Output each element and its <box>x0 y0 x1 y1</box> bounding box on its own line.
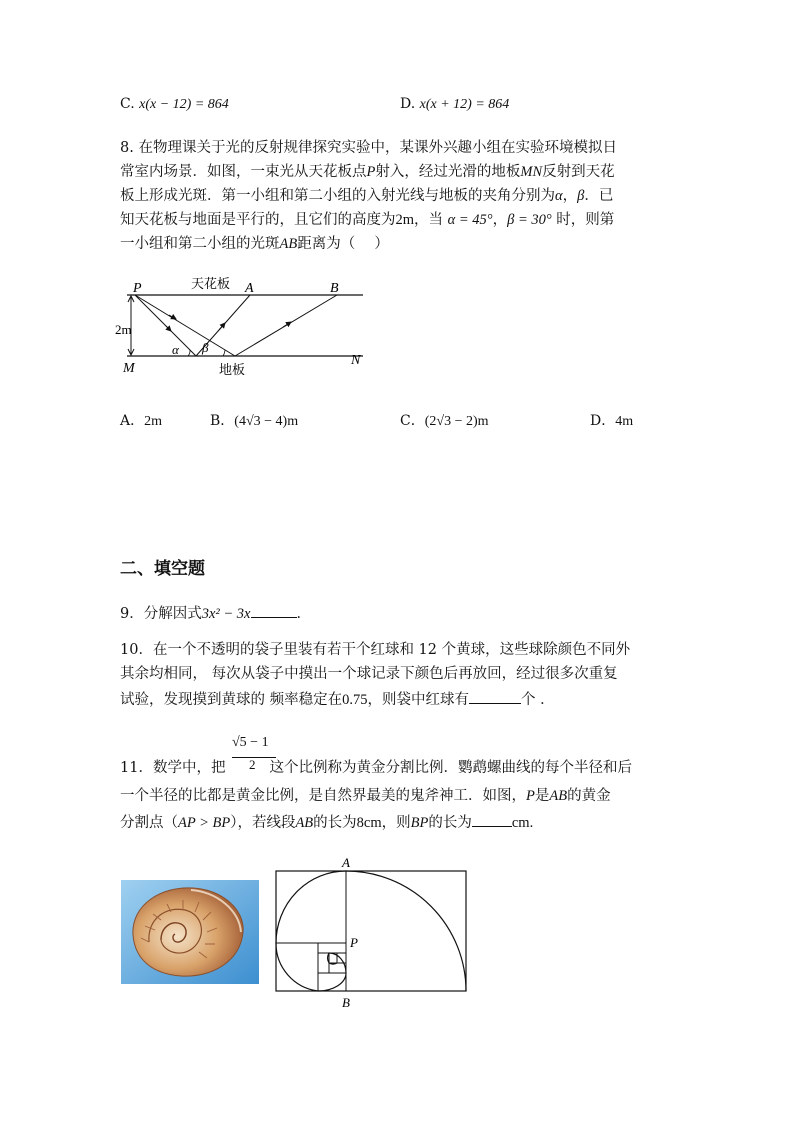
angle-arc-beta <box>223 350 225 356</box>
option-label: C. <box>120 96 135 112</box>
option-value: (4√3 − 4)m <box>234 414 299 429</box>
label-floor: 地板 <box>219 362 246 377</box>
q8-option-d <box>590 410 633 430</box>
text: ），若线段 <box>230 815 296 831</box>
option-value: (2√3 − 2)m <box>424 414 489 429</box>
q8-option-a <box>120 410 162 430</box>
math-var: AB <box>295 815 314 831</box>
text: ，当 <box>414 212 448 228</box>
text: 一小组和第二小组的光斑 <box>120 236 280 252</box>
text: 距离为（ ） <box>297 236 389 252</box>
label-m: M <box>123 361 135 376</box>
math-expression: AP > BP <box>178 815 231 831</box>
incident-ray-2 <box>135 295 235 356</box>
text: 的长为 <box>313 815 357 831</box>
golden-spiral-curve <box>276 871 466 991</box>
q11-line-2 <box>120 786 611 806</box>
math-var: P <box>366 164 376 180</box>
label-a: A <box>342 855 350 870</box>
fraction-numerator: √5 − 1 <box>232 735 269 750</box>
math-expression: 3x² − 3x <box>201 606 251 622</box>
option-c <box>120 96 229 113</box>
q10-line-3 <box>120 689 555 710</box>
option-value: 4m <box>615 414 634 429</box>
text: ， <box>562 188 578 204</box>
math-var: MN <box>520 164 543 180</box>
ray-arrow <box>219 323 225 330</box>
text: ， <box>492 212 508 228</box>
q8-line-4 <box>120 210 614 230</box>
outer-rectangle <box>276 871 466 991</box>
q8-line-1: 8. 在物理课关于光的反射规律探究实验中，某课外兴趣小组在实验环境模拟日 <box>120 140 617 156</box>
math-expression: β = 30° <box>507 212 552 228</box>
option-label: B． <box>210 413 235 429</box>
math-value: 8cm <box>356 815 382 831</box>
math-var: AB <box>549 788 568 804</box>
option-label: D. <box>400 96 416 112</box>
option-value: 2m <box>144 414 163 429</box>
q8-line-2 <box>120 162 615 182</box>
q11-line-3 <box>120 812 533 833</box>
label-alpha: α <box>172 342 179 357</box>
text: ． <box>296 606 311 622</box>
label-b: B <box>342 995 350 1010</box>
q10-line-1: 10．在一个不透明的袋子里装有若干个红球和 12 个黄球，这些球除颜色不同外 <box>120 642 631 658</box>
math-value: 0.75 <box>342 692 368 708</box>
ray-arrow <box>166 326 171 331</box>
text: 这个比例称为黄金分割比例．鹦鹉螺曲线的每个半径和后 <box>269 760 632 776</box>
label-p: P <box>133 281 142 296</box>
nautilus-shell-photo <box>121 880 259 984</box>
text: 的长为 <box>428 815 472 831</box>
label-height: 2m <box>115 322 132 337</box>
math-var: β <box>577 188 585 204</box>
text: 时，则第 <box>551 212 615 228</box>
math-var: α <box>555 188 563 204</box>
label-p: P <box>350 935 358 950</box>
text: cm. <box>511 815 534 831</box>
label-b: B <box>330 281 339 296</box>
text: ．已 <box>584 188 614 204</box>
text: ，则 <box>381 815 411 831</box>
answer-blank[interactable] <box>469 689 521 704</box>
math-var: BP <box>410 815 429 831</box>
option-d <box>400 96 509 113</box>
text: 知天花板与地面是平行的，且它们的高度为 <box>120 212 396 228</box>
q8-option-b <box>210 410 298 430</box>
q8-line-3 <box>120 186 613 206</box>
section-heading: 二、填空题 <box>120 559 205 579</box>
text: 常室内场景．如图，一束光从天花板点 <box>120 164 367 180</box>
option-expression: x(x − 12) = 864 <box>139 97 229 112</box>
label-a: A <box>245 281 254 296</box>
ray-arrow <box>283 322 291 327</box>
label-n: N <box>351 353 361 368</box>
option-label: D． <box>590 413 616 429</box>
text: 反射到天花 <box>542 164 615 180</box>
text: ，则袋中红球有 <box>367 692 469 708</box>
text: 的黄金 <box>567 788 611 804</box>
math-expression: α = 45° <box>447 212 493 228</box>
q11-line-1 <box>120 758 632 778</box>
q8-option-c <box>400 410 489 430</box>
text: 分割点（ <box>120 815 178 831</box>
q10-line-2: 其余均相同， 每次从袋子中摸出一个球记录下颜色后再放回，经过很多次重复 <box>120 666 618 682</box>
q8-line-5 <box>120 234 389 254</box>
reflection-diagram <box>115 272 375 382</box>
fraction-denominator: 2 <box>249 757 256 772</box>
text: 是 <box>534 788 550 804</box>
option-expression: x(x + 12) = 864 <box>419 97 510 112</box>
text: 个 ． <box>520 692 555 708</box>
answer-blank[interactable] <box>251 603 297 618</box>
math-var: P <box>526 788 535 804</box>
angle-arc-alpha <box>188 350 190 356</box>
text: 板上形成光斑．第一小组和第二小组的入射光线与地板的夹角分别为 <box>120 188 555 204</box>
incident-ray-1 <box>135 295 196 356</box>
golden-spiral-diagram <box>270 855 470 1015</box>
label-beta: β <box>202 340 209 355</box>
math-var: AB <box>279 236 298 252</box>
math-value: 2m <box>395 212 415 228</box>
answer-blank[interactable] <box>472 812 512 827</box>
text: 试验，发现摸到黄球的 频率稳定在 <box>120 692 343 708</box>
text: 9．分解因式 <box>120 606 202 622</box>
option-label: A． <box>120 413 145 429</box>
label-ceiling: 天花板 <box>191 276 231 291</box>
text: 射入，经过光滑的地板 <box>375 164 521 180</box>
option-label: C． <box>400 413 425 429</box>
text: 一个半径的比都是黄金比例，是自然界最美的鬼斧神工．如图， <box>120 788 526 804</box>
text: 11．数学中，把 <box>120 760 226 776</box>
q9 <box>120 603 311 624</box>
